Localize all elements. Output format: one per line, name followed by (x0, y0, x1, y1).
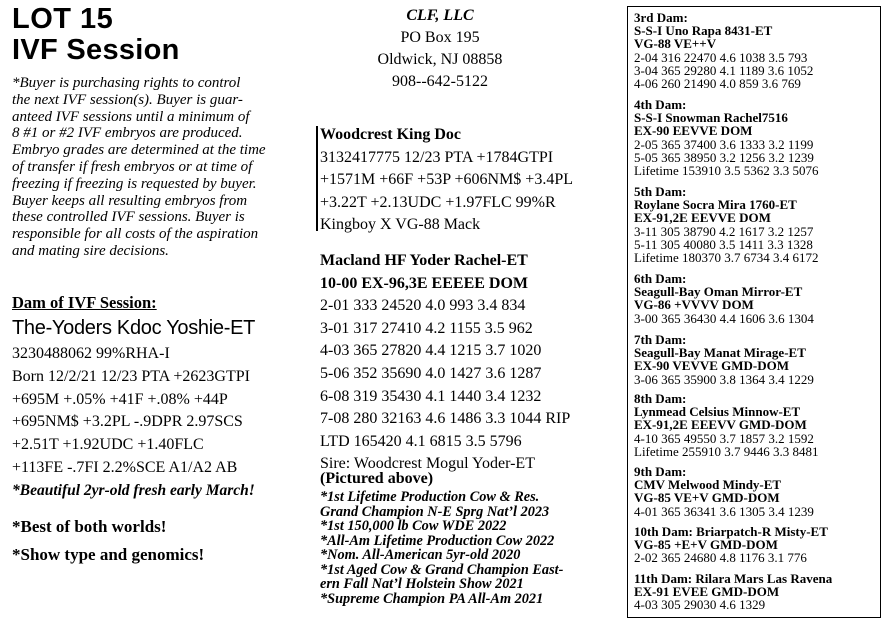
award-line: *1st Lifetime Production Cow & Res. (320, 489, 540, 505)
ancestor-record: 3-11 305 38790 4.2 1617 3.2 1257 (634, 223, 814, 239)
terms-line: Buyer keeps all resulting embryos from (12, 192, 248, 209)
ancestor-heading: 8th Dam: (634, 391, 687, 406)
ancestor-9th-dam (634, 465, 879, 518)
ancestor-heading: 3rd Dam: (634, 10, 688, 25)
dam-details (12, 343, 250, 480)
ancestor-7th-dam (634, 333, 879, 386)
ancestor-record: 4-06 260 21490 4.0 859 3.6 769 (634, 76, 801, 92)
ancestor-name: S-S-I Snowman Rachel7516 (634, 110, 788, 126)
ancestor-record: Lifetime 255910 3.7 9446 3.3 8481 (634, 443, 819, 459)
sire-detail-line: +3.22T +2.13UDC +1.97FLC 99%R (320, 193, 556, 211)
production-record: LTD 165420 4.1 6815 3.5 5796 (320, 432, 522, 450)
ancestor-record: 4-03 305 29030 4.6 1329 (634, 597, 766, 613)
second-dam-info (320, 250, 570, 476)
ancestor-heading: 6th Dam: (634, 271, 687, 286)
award-line: Grand Champion N-E Sprg Nat’l 2023 (320, 503, 550, 520)
ancestor-classification: EX-90 VEVVE GMD-DOM (634, 358, 790, 374)
terms-line: the next IVF session(s). Buyer is guar- (12, 91, 243, 108)
ancestor-heading: 9th Dam: (634, 464, 687, 479)
terms-line: 8 #1 or #2 IVF embryos are produced. (12, 125, 243, 142)
seller-info (320, 5, 560, 93)
terms-line: freezing if freezing is requested by buyer. (12, 175, 257, 192)
terms-line: these controlled IVF sessions. Buyer is (12, 209, 245, 226)
ancestor-3rd-dam (634, 11, 879, 90)
ancestor-name: Seagull-Bay Manat Mirage-ET (634, 345, 806, 361)
ancestor-heading: 10th Dam: Briarpatch-R Misty-ET (634, 524, 828, 539)
awards-section (320, 470, 563, 606)
ancestor-record: 2-05 365 37400 3.6 1333 3.2 1199 (634, 136, 814, 152)
dam-name: The-Yoders Kdoc Yoshie-ET (12, 317, 256, 339)
ancestor-record: Lifetime 153910 3.5 5362 3.3 5076 (634, 163, 819, 179)
ancestor-name: Seagull-Bay Oman Mirror-ET (634, 284, 803, 300)
dam-detail-line: +695NM$ +3.2PL -.9DPR 2.97SCS (12, 413, 243, 431)
production-record: 5-06 352 35690 4.0 1427 3.6 1287 (320, 364, 542, 382)
terms-line: Embryo grades are determined at the time (12, 142, 266, 159)
ancestor-classification: EX-91 EVEE GMD-DOM (634, 584, 780, 600)
ancestor-record: 3-04 365 29280 4.1 1189 3.6 1052 (634, 62, 814, 78)
awards-list (320, 490, 563, 606)
award-line: *Supreme Champion PA All-Am 2021 (320, 590, 544, 607)
ancestor-6th-dam (634, 272, 879, 325)
ancestor-record: 5-11 305 40080 3.5 1411 3.3 1328 (634, 236, 813, 252)
ancestor-classification: EX-91,2E EEVVE DOM (634, 210, 771, 226)
seller-address-line: Oldwick, NJ 08858 (377, 51, 503, 68)
second-dam-classification: 10-00 EX-96,3E EEEEE DOM (320, 274, 529, 292)
ancestor-heading: 4th Dam: (634, 97, 687, 112)
dam-heading: Dam of IVF Session: (12, 293, 157, 312)
terms-line: *Buyer is purchasing rights to control (12, 75, 241, 91)
ancestor-record: 2-02 365 24680 4.8 1176 3.1 776 (634, 550, 807, 566)
sire-info (320, 124, 573, 237)
ancestor-10th-dam (634, 525, 879, 565)
ancestor-classification: EX-90 EEVVE DOM (634, 123, 753, 139)
ancestor-classification: VG-88 VE++V (634, 36, 717, 52)
terms-line: responsible for all costs of the aspiration (12, 226, 259, 243)
ivf-terms (12, 75, 312, 260)
ancestor-classification: VG-85 VE+V GMD-DOM (634, 490, 780, 506)
dam-bullet: *Show type and genomics! (12, 545, 205, 564)
award-line: *1st Aged Cow & Grand Champion East- (320, 561, 564, 578)
dam-detail-line: +113FE -.7FI 2.2%SCE A1/A2 AB (12, 458, 238, 476)
production-record: 3-01 317 27410 4.2 1155 3.5 962 (320, 319, 533, 337)
ancestor-classification: VG-85 +E+V GMD-DOM (634, 537, 778, 553)
production-record: 2-01 333 24520 4.0 993 3.4 834 (320, 297, 526, 315)
ancestor-classification: VG-86 +VVVV DOM (634, 297, 754, 313)
ancestor-11th-dam (634, 572, 879, 612)
ancestor-name: CMV Melwood Mindy-ET (634, 477, 782, 493)
ancestor-heading: 5th Dam: (634, 184, 687, 199)
terms-line: anteed IVF sessions until a minimum of (12, 108, 250, 125)
sire-name: Woodcrest King Doc (320, 126, 462, 143)
ancestor-record: Lifetime 180370 3.7 6734 3.4 6172 (634, 250, 819, 266)
ancestor-heading: 7th Dam: (634, 332, 687, 347)
ancestor-name: Roylane Socra Mira 1760-ET (634, 197, 797, 213)
award-line: *Nom. All-American 5yr-old 2020 (320, 547, 521, 563)
dam-detail-line: +695M +.05% +41F +.08% +44P (12, 390, 228, 408)
ancestor-record: 3-06 365 35900 3.8 1364 3.4 1229 (634, 371, 814, 387)
sire-detail-line: +1571M +66F +53P +606NM$ +3.4PL (320, 171, 573, 188)
ancestor-4th-dam (634, 98, 879, 177)
ancestor-record: 4-10 365 49550 3.7 1857 3.2 1592 (634, 430, 814, 446)
sire-divider (316, 126, 318, 231)
lot-title: IVF Session (12, 34, 180, 66)
award-line: *1st 150,000 lb Cow WDE 2022 (320, 518, 507, 534)
award-line: *All-Am Lifetime Production Cow 2022 (320, 532, 555, 549)
dam-bullet: *Best of both worlds! (12, 517, 167, 536)
dam-highlight: *Beautiful 2yr-old fresh early March! (12, 482, 255, 499)
second-dam-name: Macland HF Yoder Rachel-ET (320, 252, 528, 269)
ancestor-record: 5-05 365 38950 3.2 1256 3.2 1239 (634, 149, 814, 165)
production-record: 6-08 319 35430 4.1 1440 3.4 1232 (320, 387, 542, 405)
second-dam-sire: Sire: Woodcrest Mogul Yoder-ET (320, 455, 535, 473)
sire-detail-line: 3132417775 12/23 PTA +1784GTPI (320, 148, 554, 166)
ancestor-record: 4-01 365 36341 3.6 1305 3.4 1239 (634, 503, 814, 519)
seller-name: CLF, LLC (406, 7, 474, 24)
ancestor-record: 3-00 365 36430 4.4 1606 3.6 1304 (634, 310, 814, 326)
ancestor-heading: 11th Dam: Rilara Mars Las Ravena (634, 571, 833, 586)
seller-address-line: PO Box 195 (400, 29, 480, 46)
dam-detail-line: +2.51T +1.92UDC +1.40FLC (12, 436, 204, 454)
ancestor-8th-dam (634, 392, 879, 458)
terms-line: and mating sire decisions. (12, 242, 169, 259)
sire-detail-line: Kingboy X VG-88 Mack (320, 216, 481, 233)
seller-phone: 908--642-5122 (392, 73, 488, 90)
terms-line: of transfer if fresh embryos or at time of (12, 158, 253, 175)
ancestor-classification: EX-91,2E EEEVV GMD-DOM (634, 417, 807, 433)
lot-number: LOT 15 (12, 3, 114, 35)
dam-detail-line: Born 12/2/21 12/23 PTA +2623GTPI (12, 367, 250, 385)
ancestor-name: Lynmead Celsius Minnow-ET (634, 404, 801, 420)
award-line: ern Fall Nat’l Holstein Show 2021 (320, 576, 524, 592)
dam-detail-line: 3230488062 99%RHA-I (12, 345, 170, 362)
production-record: 4-03 365 27820 4.4 1215 3.7 1020 (320, 342, 542, 360)
pictured-note: (Pictured above) (320, 470, 434, 487)
production-record: 7-08 280 32163 4.6 1486 3.3 1044 RIP (320, 410, 571, 428)
ancestor-5th-dam (634, 185, 879, 264)
ancestor-name: S-S-I Uno Rapa 8431-ET (634, 23, 773, 39)
ancestor-record: 2-04 316 22470 4.6 1038 3.5 793 (634, 49, 808, 65)
